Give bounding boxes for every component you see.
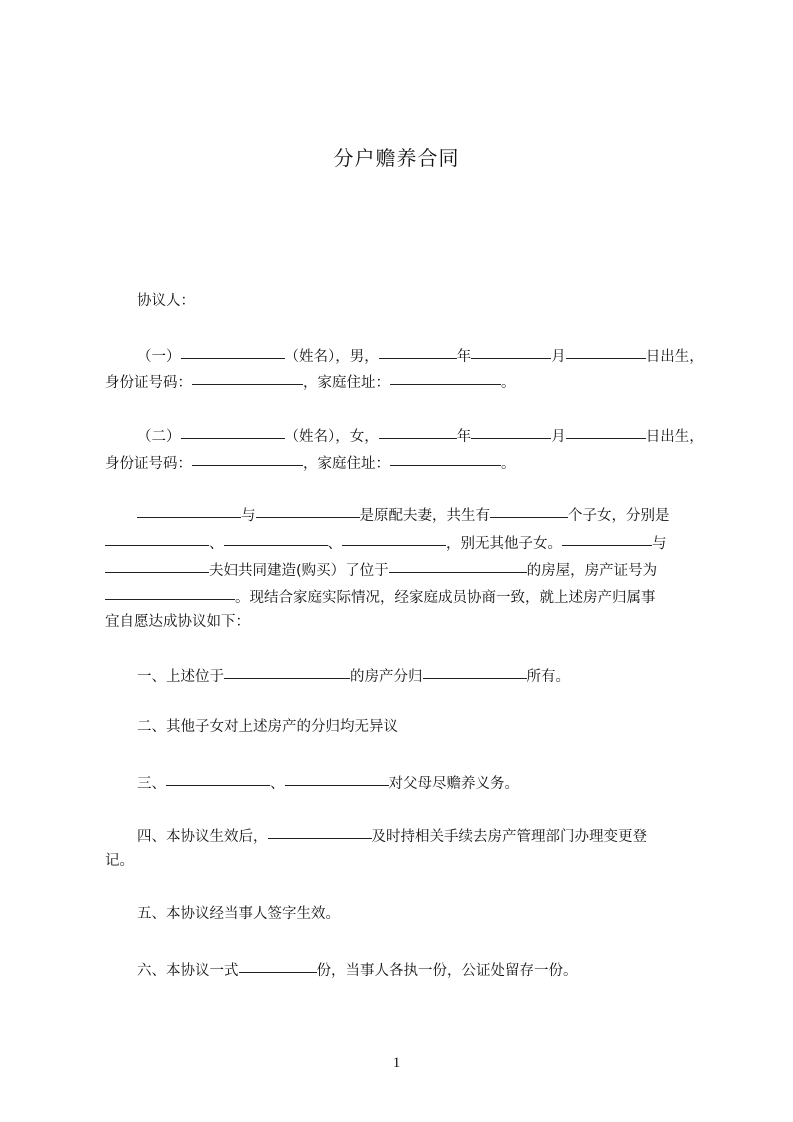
party1-line2 (105, 369, 516, 391)
party1-month-blank[interactable] (471, 343, 551, 359)
document-title: 分户赡养合同 (333, 146, 460, 170)
party2-id-blank[interactable] (192, 450, 303, 466)
intro-line4 (105, 584, 656, 606)
intro-children: 个子女，分别是 (568, 508, 670, 524)
party1-year-blank[interactable] (379, 343, 457, 359)
party1-address-label: ，家庭住址： (303, 375, 390, 391)
clause-3-child2-blank[interactable] (285, 770, 389, 786)
clause-3-end: 对父母尽赡养义务。 (388, 776, 519, 792)
party2-prefix: （二） (137, 429, 181, 445)
intro-child2-blank[interactable] (224, 530, 328, 546)
party1-end: 。 (501, 375, 516, 391)
intro-mother-blank[interactable] (256, 502, 360, 518)
clause-5: 五、本协议经当事人签字生效。 (137, 906, 340, 922)
party1-year-label: 年 (456, 349, 472, 365)
party1-line1 (137, 343, 704, 365)
party2-address-label: ，家庭住址： (303, 456, 390, 472)
clause-2: 二、其他子女对上述房产的分归均无异议 (137, 719, 398, 735)
party1-id-label: 身份证号码： (105, 375, 192, 391)
party2-end: 。 (501, 456, 516, 472)
clause-1-end: 所有。 (526, 669, 570, 685)
intro-house: 的房屋，房产证号为 (526, 563, 658, 579)
intro-no-others: ，别无其他子女。 (446, 536, 562, 552)
party1-name-blank[interactable] (181, 343, 285, 359)
intro-location-blank[interactable] (389, 557, 527, 573)
page-number: 1 (392, 1055, 401, 1071)
party1-month-label: 月 (551, 349, 566, 365)
intro-owner1-blank[interactable] (562, 530, 652, 546)
party2-month-label: 月 (551, 429, 566, 445)
party2-birth-label: 日出生， (645, 429, 704, 445)
clause-1-prefix: 一、上述位于 (137, 669, 224, 685)
intro-owner2-blank[interactable] (105, 557, 209, 573)
clause-3 (137, 770, 519, 792)
intro-child1-blank[interactable] (105, 530, 209, 546)
intro-built: 夫妇共同建造(购买）了位于 (209, 563, 389, 579)
party1-prefix: （一） (137, 349, 181, 365)
clause-6-end: 份，当事人各执一份，公证处留存一份。 (316, 963, 578, 979)
party2-day-blank[interactable] (566, 423, 646, 439)
party2-line2 (105, 450, 516, 472)
intro-line2 (105, 530, 667, 552)
intro-line1 (137, 502, 670, 524)
party2-line1 (137, 423, 704, 445)
intro-certificate-blank[interactable] (105, 584, 235, 600)
intro-and2: 与 (652, 536, 667, 552)
clause-4-continuation: 记。 (105, 853, 134, 869)
party2-name-hint: （姓名），女， (284, 429, 379, 445)
clause-6 (137, 957, 578, 979)
clause-3-sep: 、 (270, 776, 285, 792)
party2-address-blank[interactable] (390, 450, 501, 466)
party1-address-blank[interactable] (390, 369, 501, 385)
clause-6-prefix: 六、本协议一式 (137, 963, 239, 979)
party1-day-blank[interactable] (566, 343, 646, 359)
intro-sep1: 、 (209, 536, 224, 552)
clause-1 (137, 663, 570, 685)
clause-1-owner-blank[interactable] (423, 663, 527, 679)
intro-children-count-blank[interactable] (490, 502, 568, 518)
clause-3-child1-blank[interactable] (166, 770, 270, 786)
party1-birth-label: 日出生， (645, 349, 704, 365)
intro-child3-blank[interactable] (342, 530, 446, 546)
party2-year-label: 年 (456, 429, 472, 445)
intro-and: 与 (241, 508, 256, 524)
party2-month-blank[interactable] (471, 423, 551, 439)
intro-sep2: 、 (327, 536, 342, 552)
intro-conclusion: 。现结合家庭实际情况，经家庭成员协商一致，就上述房产归属事 (235, 590, 656, 606)
clause-3-prefix: 三、 (137, 776, 166, 792)
clause-1-location-blank[interactable] (224, 663, 350, 679)
party2-year-blank[interactable] (379, 423, 457, 439)
party2-name-blank[interactable] (181, 423, 285, 439)
clause-4 (137, 823, 647, 845)
party2-id-label: 身份证号码： (105, 456, 192, 472)
clause-4-prefix: 四、本协议生效后， (137, 829, 268, 845)
party1-name-hint: （姓名），男， (284, 349, 379, 365)
intro-father-blank[interactable] (137, 502, 241, 518)
intro-line5: 宜自愿达成协议如下： (105, 614, 250, 630)
intro-line3 (105, 557, 657, 579)
clause-6-copies-blank[interactable] (239, 957, 317, 973)
clause-1-mid: 的房产分归 (350, 669, 423, 685)
party1-id-blank[interactable] (192, 369, 303, 385)
clause-4-person-blank[interactable] (268, 823, 372, 839)
clause-4-end: 及时持相关手续去房产管理部门办理变更登 (371, 829, 647, 845)
intro-spouses: 是原配夫妻，共生有 (359, 508, 490, 524)
parties-label: 协议人： (137, 293, 195, 309)
